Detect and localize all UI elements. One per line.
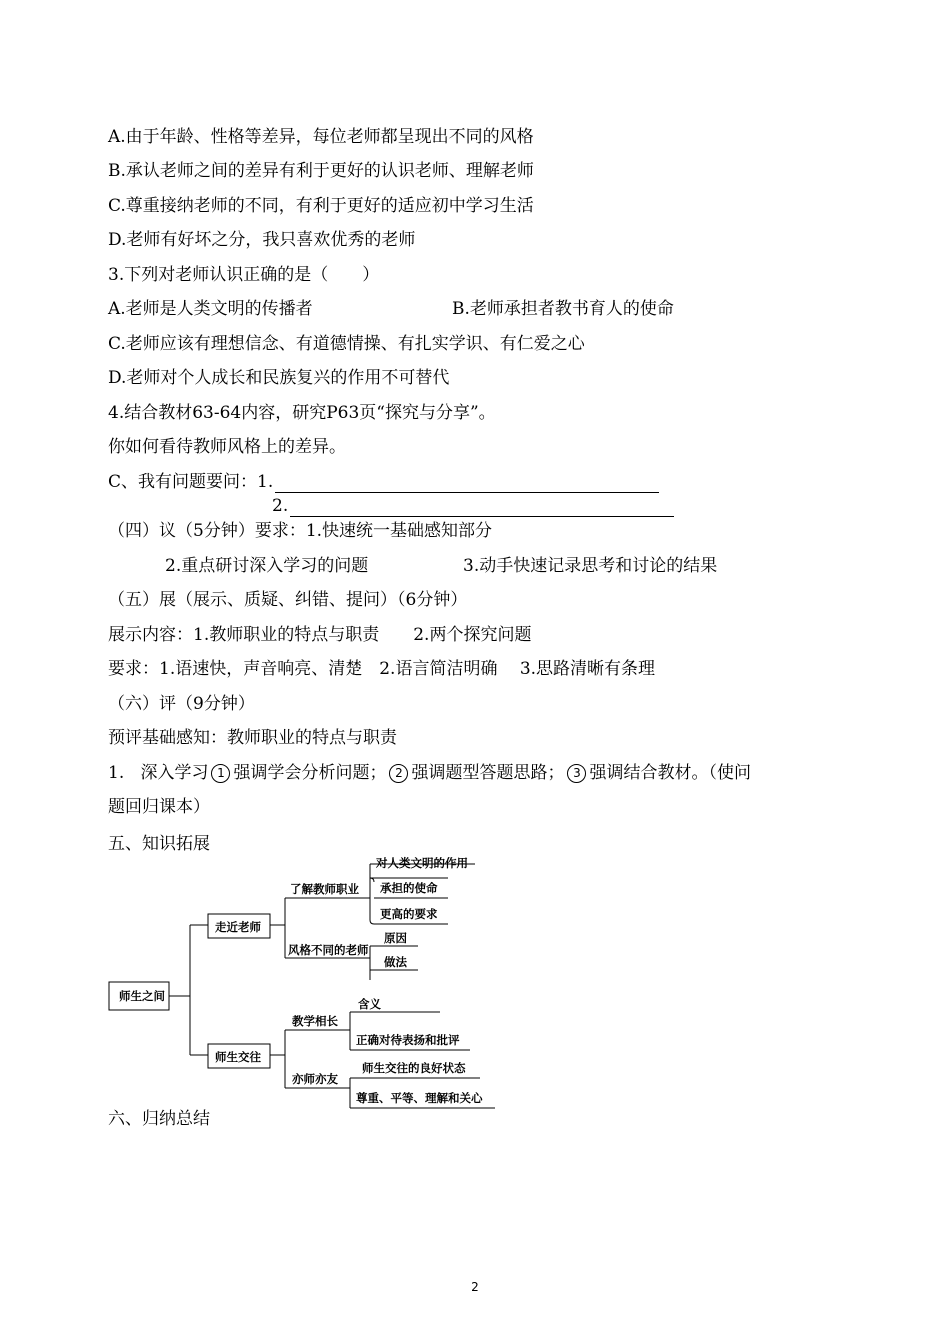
q3-option-c: C.老师应该有理想信念、有道德情操、有扎实学识、有仁爱之心	[108, 334, 585, 354]
mindmap-node-know-profession: 了解教师职业	[290, 882, 359, 896]
mindmap-node-teaching-learning: 教学相长	[292, 1014, 338, 1028]
deep-point-3: 强调结合教材。（使问	[589, 763, 751, 783]
mindmap-leaf-respect: 尊重、平等、理解和关心	[356, 1091, 483, 1105]
circled-2-icon: 2	[389, 764, 408, 783]
mindmap-branch-2: 师生交往	[215, 1050, 261, 1064]
mindmap-leaf-mission: 承担的使命	[380, 881, 438, 895]
circled-3-icon: 3	[567, 764, 586, 783]
my-questions-line-1	[108, 471, 659, 493]
mindmap-node-teacher-friend: 亦师亦友	[292, 1072, 338, 1086]
mindmap-leaf-meaning: 含义	[358, 997, 381, 1011]
my-questions-line-2	[272, 495, 674, 517]
mindmap-leaf-requirements: 更高的要求	[380, 907, 438, 921]
q2-option-a: A.由于年龄、性格等差异，每位老师都呈现出不同的风格	[108, 127, 534, 147]
summary-title: 六、归纳总结	[108, 1109, 210, 1129]
show-requirements: 要求：1.语速快，声音响亮、清楚 2.语言简洁明确 3.思路清晰有条理	[108, 659, 656, 679]
mindmap-leaf-approach: 做法	[384, 955, 407, 969]
extension-title: 五、知识拓展	[108, 834, 210, 854]
mindmap-root: 师生之间	[119, 989, 165, 1003]
mindmap-leaf-reason: 原因	[384, 931, 407, 945]
circled-1-icon: 1	[211, 764, 230, 783]
discuss-item-2: 2.重点研讨深入学习的问题	[165, 556, 369, 576]
evaluate-deep-continued: 题回归课本）	[108, 797, 210, 817]
mindmap-node-different-styles: 风格不同的老师	[288, 943, 369, 957]
q2-option-b: B.承认老师之间的差异有利于更好的认识老师、理解老师	[108, 161, 534, 181]
q4-sub-question: 你如何看待教师风格上的差异。	[108, 437, 346, 457]
q2-option-d: D.老师有好坏之分，我只喜欢优秀的老师	[108, 230, 416, 250]
deep-number: 1.	[108, 763, 125, 783]
deep-label: 深入学习	[140, 763, 209, 783]
q3-option-d: D.老师对个人成长和民族复兴的作用不可替代	[108, 368, 450, 388]
show-content: 展示内容：1.教师职业的特点与职责 2.两个探究问题	[108, 625, 532, 645]
discuss-item-3: 3.动手快速记录思考和讨论的结果	[463, 556, 718, 576]
q3-option-a: A.老师是人类文明的传播者	[108, 299, 313, 319]
mindmap-branch-1: 走近老师	[215, 920, 261, 934]
question-blank-2[interactable]	[290, 500, 674, 517]
knowledge-mindmap	[100, 850, 520, 1110]
deep-point-2: 强调题型答题思路；	[411, 763, 565, 783]
evaluate-basic: 预评基础感知：教师职业的特点与职责	[108, 728, 397, 748]
mindmap-leaf-civilization: 对人类文明的作用	[376, 856, 468, 870]
evaluate-deep-line	[108, 762, 751, 784]
show-title: （五）展（展示、质疑、纠错、提问）（6分钟）	[108, 590, 468, 610]
q3-option-b: B.老师承担者教书育人的使命	[452, 299, 674, 319]
mindmap-leaf-praise-criticism: 正确对待表扬和批评	[356, 1033, 460, 1047]
evaluate-title: （六）评（9分钟）	[108, 694, 255, 714]
question-blank-1[interactable]	[275, 476, 659, 493]
page-number: 2	[471, 1280, 479, 1294]
q4-stem: 4.结合教材63-64内容，研究P63页“探究与分享”。	[108, 403, 496, 423]
deep-point-1: 强调学会分析问题；	[233, 763, 387, 783]
mindmap-leaf-good-state: 师生交往的良好状态	[362, 1061, 466, 1075]
discuss-line: （四）议（5分钟）要求：1.快速统一基础感知部分	[108, 521, 493, 541]
q3-stem: 3.下列对老师认识正确的是（ ）	[108, 265, 380, 285]
my-questions-num-2: 2.	[272, 496, 289, 516]
q2-option-c: C.尊重接纳老师的不同，有利于更好的适应初中学习生活	[108, 196, 534, 216]
my-questions-label: C、我有问题要问：1.	[108, 472, 274, 492]
